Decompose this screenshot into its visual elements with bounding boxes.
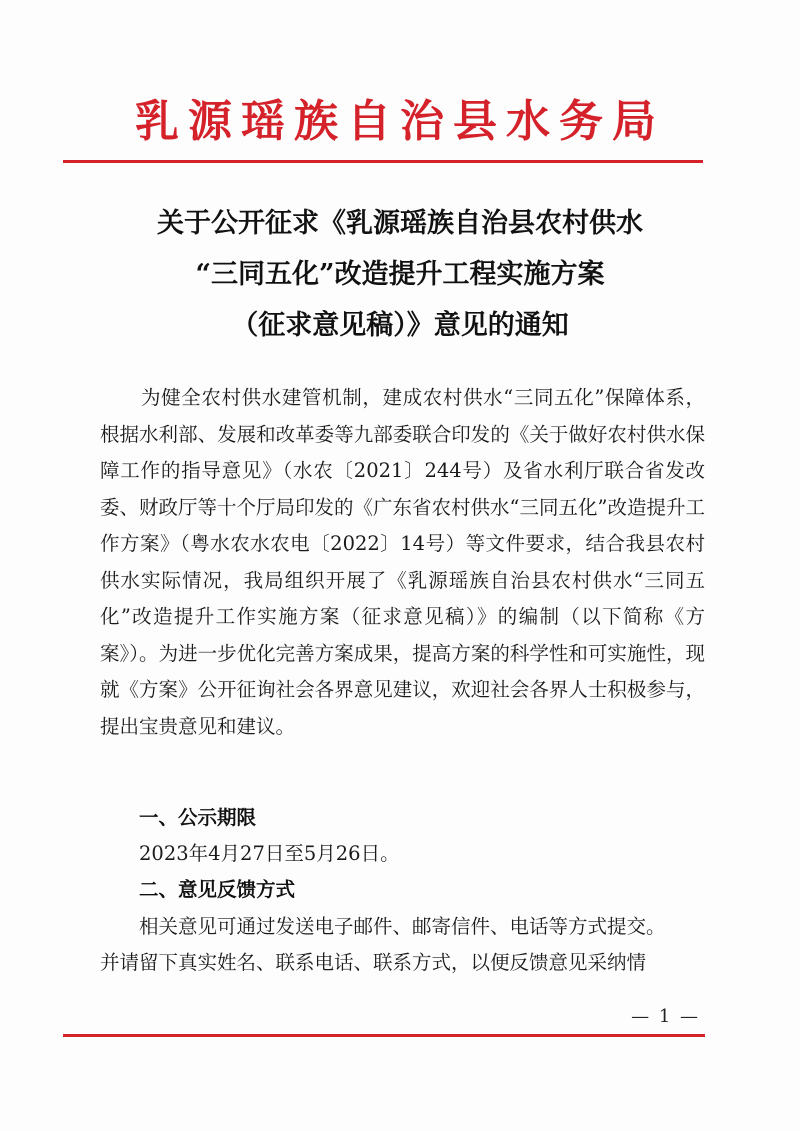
section-2-line-1: 相关意见可通过发送电子邮件、邮寄信件、电话等方式提交。 <box>139 915 666 938</box>
issuer-header: 乳源瑶族自治县水务局 <box>135 96 665 147</box>
page-number: — 1 — <box>631 1006 700 1027</box>
body-paragraph <box>100 380 705 745</box>
section-1-text: 2023年4月27日至5月26日。 <box>139 842 400 865</box>
title-line-3: （征求意见稿）》意见的通知 <box>231 310 569 341</box>
title-line-2: “三同五化”改造提升工程实施方案 <box>195 259 605 290</box>
section-2-line-2: 并请留下真实姓名、联系电话、联系方式，以便反馈意见采纳情 <box>100 951 647 974</box>
section-1-heading: 一、公示期限 <box>139 806 257 829</box>
section-2-heading: 二、意见反馈方式 <box>139 878 296 901</box>
document-title <box>60 198 740 351</box>
footer-divider <box>63 1034 705 1037</box>
paragraph-1: 为健全农村供水建管机制，建成农村供水“三同五化”保障体系，根据水利部、发展和改革委等九部委联合印发的《关于做好农村供水保障工作的指导意见》（水农〔2021〕244号）及省水利厅联合省发改委、财政厅等十个厅局印发的《广东省农村供水“三同五化”改造提升工作方案》（粤水农水农电〔2022〕14号）等文件要求，结合我县农村供水实际情况，我局组织开展了《乳源瑶族自治县农村供水“三同五化”改造提升工作实施方案（征求意见稿）》的编制（以下简称《方案》）。为进一步优化完善方案成果，提高方案的科学性和可实施性，现就《方案》公开征询社会各界意见建议，欢迎社会各界人士积极参与，提出宝贵意见和建议。 <box>100 386 705 738</box>
title-line-1: 关于公开征求《乳源瑶族自治县农村供水 <box>157 208 643 239</box>
header-divider <box>63 160 703 163</box>
